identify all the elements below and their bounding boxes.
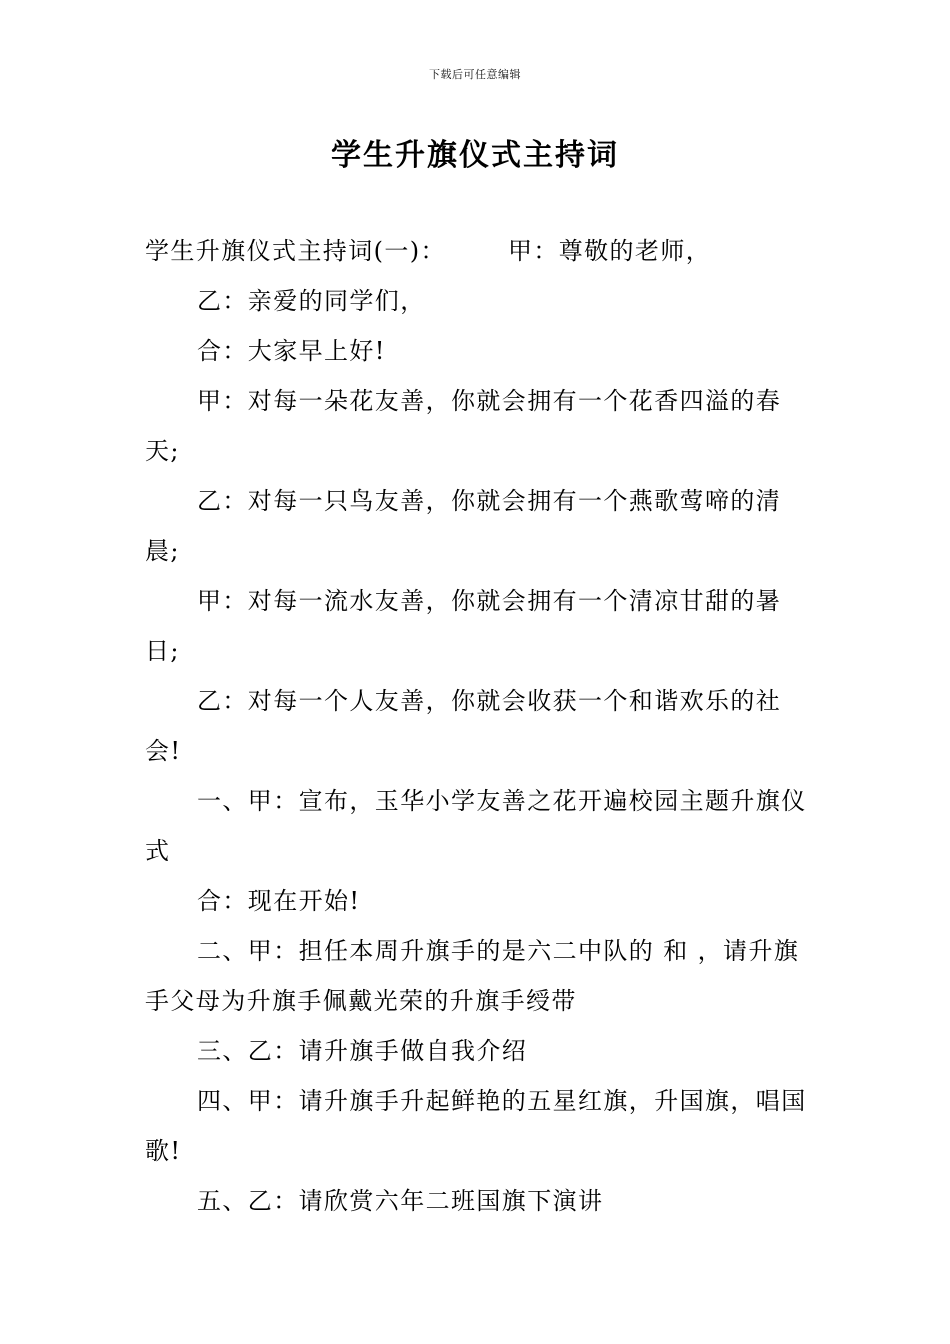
document-title: 学生升旗仪式主持词 bbox=[331, 138, 619, 173]
document-body bbox=[145, 226, 807, 1226]
paragraph: 四、甲：请升旗手升起鲜艳的五星红旗，升国旗，唱国歌! bbox=[145, 1087, 807, 1165]
paragraph: 乙：亲爱的同学们， bbox=[197, 287, 426, 315]
paragraph: 一、甲：宣布，玉华小学友善之花开遍校园主题升旗仪式 bbox=[145, 787, 807, 865]
paragraph: 甲：对每一流水友善，你就会拥有一个清凉甘甜的暑日; bbox=[145, 587, 782, 665]
section-label: 学生升旗仪式主持词(一)： bbox=[145, 237, 446, 265]
intro-line bbox=[145, 226, 807, 276]
paragraph: 乙：对每一个人友善，你就会收获一个和谐欢乐的社会! bbox=[145, 687, 782, 765]
intro-first-line: 甲：尊敬的老师， bbox=[507, 237, 712, 265]
header-note: 下载后可任意编辑 bbox=[429, 68, 521, 81]
paragraph: 三、乙：请升旗手做自我介绍 bbox=[197, 1037, 528, 1065]
paragraph: 合：现在开始! bbox=[197, 887, 361, 915]
paragraph: 二、甲：担任本周升旗手的是六二中队的 和 ，请升旗手父母为升旗手佩戴光荣的升旗手绶带 bbox=[145, 937, 800, 1015]
paragraph: 乙：对每一只鸟友善，你就会拥有一个燕歌莺啼的清晨; bbox=[145, 487, 782, 565]
paragraph: 合：大家早上好! bbox=[197, 337, 386, 365]
paragraph: 甲：对每一朵花友善，你就会拥有一个花香四溢的春天; bbox=[145, 387, 782, 465]
paragraph: 五、乙：请欣赏六年二班国旗下演讲 bbox=[197, 1187, 604, 1215]
